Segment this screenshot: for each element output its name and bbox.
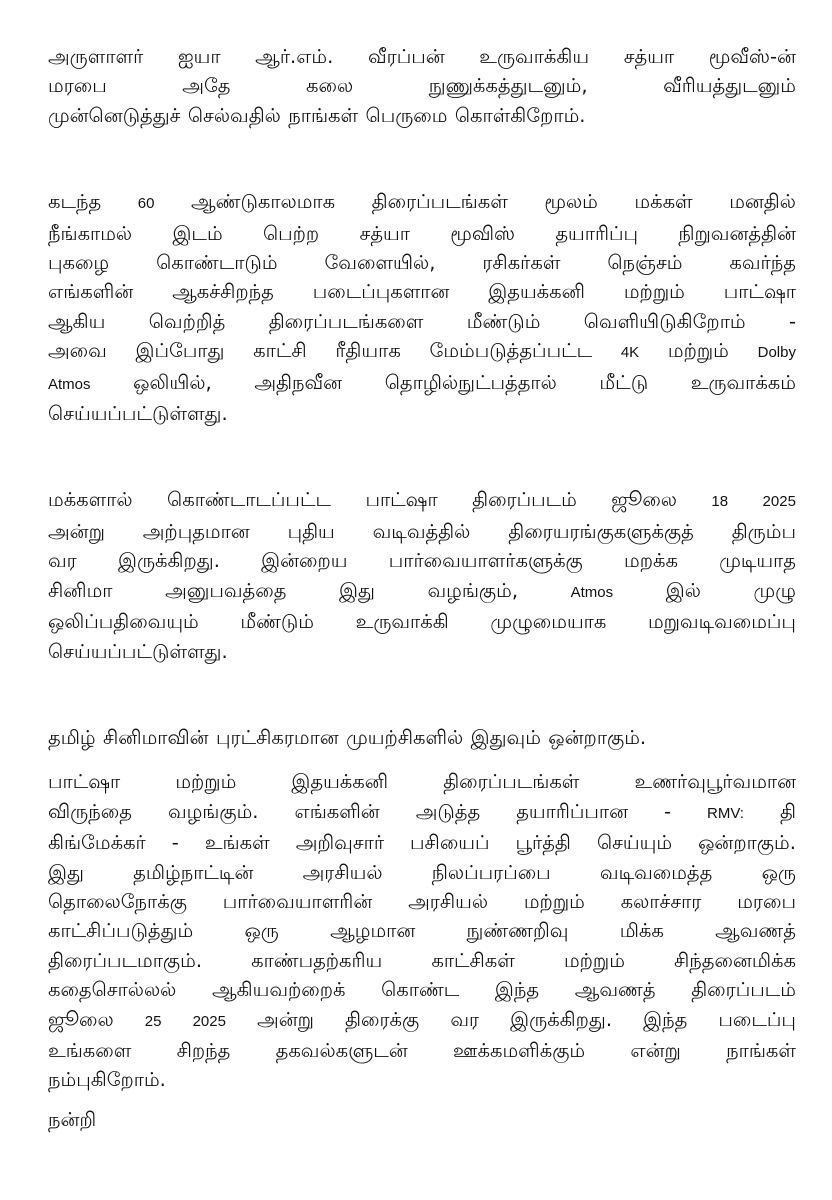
word: வடிவமைத்த — [599, 860, 713, 884]
word: திரையரங்குகளுக்குத் — [508, 519, 694, 543]
word: பாட்ஷா — [365, 488, 438, 512]
word: மற்றும் — [623, 280, 685, 304]
word: மக்கள் — [634, 190, 693, 214]
word: மற்றும் — [563, 948, 625, 972]
text-line — [48, 723, 796, 752]
paragraph-spacer — [48, 666, 796, 723]
word: அறிவுசார் — [295, 831, 385, 855]
word: புதிய — [287, 519, 335, 543]
word: அதே — [182, 74, 231, 98]
word: படைப்பு — [718, 1007, 796, 1031]
word: உணர்வுபூர்வமான — [634, 770, 796, 794]
word: மூவிஸ் — [450, 221, 516, 245]
word: இப்போது — [135, 339, 225, 363]
text-line — [48, 887, 796, 916]
word: மற்றும் — [667, 339, 729, 363]
text-line — [48, 828, 796, 857]
word: நுணுக்கத்துடனும், — [428, 74, 588, 98]
word: தயாரிப்பான — [516, 799, 628, 823]
word: ஊக்கமளிக்கும் — [453, 1038, 586, 1062]
word: பெருமை — [365, 103, 448, 127]
word: உருவாக்கி — [355, 610, 449, 634]
word: செய்யும் — [596, 831, 673, 855]
word: ஒன்றாகும். — [548, 725, 647, 749]
text-line — [48, 71, 796, 100]
word: கொண்டாடும் — [156, 251, 278, 275]
word: திரைப்படங்களை — [268, 309, 424, 333]
word: வெற்றித் — [148, 309, 226, 333]
word: திரும்ப — [731, 519, 796, 543]
word: மூவீஸ்-ன் — [708, 45, 796, 68]
word: அதிநவீன — [254, 370, 343, 394]
word: அடுத்த — [415, 799, 481, 823]
word: வடிவத்தில் — [372, 519, 471, 543]
word: வழங்கும். — [167, 799, 259, 823]
word: ஆகிய — [48, 309, 106, 333]
word: இந்த — [643, 1007, 688, 1031]
word: முன்னெடுத்துச் — [48, 103, 181, 127]
word: முயற்சிகளில் — [346, 725, 464, 749]
text-line — [48, 1036, 796, 1065]
word: பூர்த்தி — [515, 831, 571, 855]
text-line — [48, 1065, 796, 1094]
paragraph-spacer — [48, 428, 796, 485]
word: நன்றி — [48, 1107, 97, 1131]
text-line — [48, 368, 796, 399]
paragraph-spacer — [48, 1095, 796, 1105]
word: மறக்க — [624, 549, 678, 573]
paragraph — [48, 767, 796, 1094]
word: கிங்மேக்கர் — [48, 831, 146, 855]
word: நாங்கள் — [726, 1038, 796, 1062]
paragraph — [48, 42, 796, 130]
text-line — [48, 248, 796, 277]
text-line — [48, 101, 796, 130]
text-line — [48, 767, 796, 796]
word: இன்றைய — [261, 549, 348, 573]
word: இருக்கிறது. — [118, 549, 220, 573]
text-line — [48, 546, 796, 575]
word: பெற்ற — [262, 221, 320, 245]
word: சினிமாவின் — [103, 725, 209, 749]
word: கொண்ட — [381, 978, 460, 1002]
word: ஒலிப்பதிவையும் — [48, 610, 199, 634]
word: Atmos — [48, 375, 91, 393]
word: சினிமா — [48, 578, 113, 602]
word: ஒரு — [761, 860, 796, 884]
word: Dolby — [757, 344, 796, 362]
word: சிறந்த — [176, 1038, 231, 1062]
word: - — [788, 309, 796, 333]
word: வீரப்பன் — [367, 45, 445, 68]
word: காட்சிகள் — [431, 948, 515, 972]
word: ஒலியில், — [133, 370, 212, 394]
letter-body — [48, 42, 796, 1134]
word: கதைசொல்லல் — [48, 978, 177, 1002]
paragraph — [48, 187, 796, 428]
word: முழுமையாக — [490, 610, 607, 634]
word: நம்புகிறோம். — [48, 1068, 166, 1092]
paragraph — [48, 485, 796, 665]
word: தயாரிப்பு — [555, 221, 639, 245]
text-line — [48, 219, 796, 248]
word: திரைப்படமாகும். — [48, 948, 203, 972]
text-line — [48, 1105, 796, 1134]
word: மிக்க — [619, 919, 664, 943]
word: இருக்கிறது. — [510, 1007, 613, 1031]
word: திரைப்படங்கள் — [371, 190, 508, 214]
word: நிலப்பரப்பை — [431, 860, 551, 884]
word: காண்பதற்கரிய — [251, 948, 383, 972]
word: ஆண்டுகாலமாக — [191, 190, 336, 214]
word: கவர்ந்த — [729, 251, 796, 275]
word: செல்வதில் — [187, 103, 281, 127]
word: 4K — [620, 344, 640, 362]
text-line — [48, 399, 796, 428]
word: விருந்தை — [48, 799, 132, 823]
word: இந்த — [494, 978, 540, 1002]
word: இதயக்கனி — [291, 770, 389, 794]
word: செய்யப்பட்டுள்ளது. — [48, 402, 228, 426]
paragraph-spacer — [48, 130, 796, 187]
word: மனதில் — [729, 190, 796, 214]
word: தமிழ்நாட்டின் — [133, 860, 254, 884]
text-line — [48, 975, 796, 1004]
word: அருளாளர் — [48, 45, 144, 68]
text-line — [48, 42, 796, 71]
word: பார்வையாளரின் — [222, 889, 373, 913]
word: தமிழ் — [48, 725, 96, 749]
word: புகழை — [48, 251, 110, 275]
word: ஆகியவற்றைக் — [211, 978, 346, 1002]
word: நாங்கள் — [288, 103, 359, 127]
word: 2025 — [762, 493, 796, 511]
word: கலாச்சார — [620, 889, 702, 913]
word: 2025 — [192, 1012, 226, 1030]
word: சிந்தனைமிக்க — [673, 948, 796, 972]
paragraph — [48, 723, 796, 752]
word: வர — [48, 549, 77, 573]
word: சத்யா — [623, 45, 675, 68]
word: உங்கள் — [204, 831, 270, 855]
word: இடம் — [172, 221, 223, 245]
word: இல் — [665, 578, 701, 602]
word: கடந்த — [48, 190, 102, 214]
word: அன்று — [48, 519, 105, 543]
word: படைப்புகளான — [312, 280, 450, 304]
word: கொண்டாடப்பட்ட — [167, 488, 331, 512]
word: - — [663, 799, 672, 823]
word: மக்களால் — [48, 488, 133, 512]
word: மரபை — [48, 74, 107, 98]
text-line — [48, 607, 796, 636]
word: ஆவணத் — [574, 978, 656, 1002]
word: கலை — [306, 74, 354, 98]
text-line — [48, 637, 796, 666]
word: நெஞ்சம் — [607, 251, 683, 275]
text-line — [48, 277, 796, 306]
word: வீரியத்துடனும் — [663, 74, 796, 98]
word: ஐயா — [177, 45, 221, 68]
word: மீண்டும் — [466, 309, 541, 333]
word: உங்களை — [48, 1038, 132, 1062]
text-line — [48, 797, 796, 828]
text-line — [48, 517, 796, 546]
word: செய்யப்பட்டுள்ளது. — [48, 639, 228, 663]
text-line — [48, 307, 796, 336]
word: திரைப்படம் — [691, 978, 796, 1002]
word: என்று — [630, 1038, 681, 1062]
word: ரீதியாக — [335, 339, 401, 363]
word: காட்சி — [253, 339, 307, 363]
word: அனுபவத்தை — [165, 578, 287, 602]
word: எங்களின் — [294, 799, 380, 823]
text-line — [48, 336, 796, 367]
word: பாட்ஷா — [48, 770, 121, 794]
word: தொலைநோக்கு — [48, 889, 187, 913]
word: அரசியல் — [408, 889, 489, 913]
word: வேளையில், — [324, 251, 436, 275]
word: மீட்டு — [599, 370, 649, 394]
word: 18 — [711, 493, 729, 511]
word: திரைக்கு — [345, 1007, 420, 1031]
text-line — [48, 916, 796, 945]
word: மற்றும் — [175, 770, 237, 794]
word: வர — [450, 1007, 480, 1031]
text-line — [48, 187, 796, 218]
text-line — [48, 1005, 796, 1036]
word: ஒன்றாகும். — [698, 831, 796, 855]
word: புரட்சிகரமான — [215, 725, 339, 749]
word: பாட்ஷா — [723, 280, 796, 304]
word: அற்புதமான — [142, 519, 250, 543]
word: எங்களின் — [48, 280, 134, 304]
word: 25 — [144, 1012, 162, 1030]
word: கொள்கிறோம். — [454, 103, 586, 127]
text-line — [48, 576, 796, 607]
word: நுண்ணறிவு — [466, 919, 569, 943]
word: தி — [779, 799, 796, 823]
word: அரசியல் — [302, 860, 383, 884]
word: மறுவடிவமைப்பு — [647, 610, 796, 634]
word: இதயக்கனி — [488, 280, 585, 304]
word: மேம்படுத்தப்பட்ட — [429, 339, 593, 363]
text-line — [48, 946, 796, 975]
word: வழங்கும், — [427, 578, 519, 602]
word: மூலம் — [544, 190, 598, 214]
word: ஆகச்சிறந்த — [172, 280, 274, 304]
word: அவை — [48, 339, 107, 363]
word: ஆர்.எம். — [255, 45, 334, 68]
word: மீண்டும் — [240, 610, 315, 634]
paragraph-spacer — [48, 752, 796, 767]
word: திரைப்படம் — [472, 488, 577, 512]
word: மரபை — [737, 889, 796, 913]
word: முழு — [753, 578, 796, 602]
word: ரசிகர்கள் — [482, 251, 561, 275]
word: ஆவணத் — [715, 919, 796, 943]
word: ஜூலை — [48, 1007, 114, 1031]
word: Atmos — [570, 583, 614, 601]
word: இது — [339, 578, 375, 602]
word: இதுவும் — [470, 725, 541, 749]
word: ஒரு — [244, 919, 279, 943]
word: இது — [48, 860, 84, 884]
word: தொழில்நுட்பத்தால் — [384, 370, 557, 394]
word: RMV: — [707, 804, 744, 822]
word: 60 — [137, 195, 155, 213]
word: திரைப்படங்கள் — [443, 770, 580, 794]
word: வெளியிடுகிறோம் — [583, 309, 746, 333]
word: பார்வையாளர்களுக்கு — [388, 549, 583, 573]
word: மற்றும் — [523, 889, 585, 913]
text-line — [48, 858, 796, 887]
word: உருவாக்கம் — [690, 370, 796, 394]
word: அன்று — [257, 1007, 314, 1031]
word: பசியைப் — [410, 831, 490, 855]
word: சத்யா — [359, 221, 410, 245]
word: தகவல்களுடன் — [275, 1038, 408, 1062]
word: நீங்காமல் — [48, 221, 133, 245]
word: ஜூலை — [611, 488, 677, 512]
text-line — [48, 485, 796, 516]
closing-signoff — [48, 1105, 796, 1134]
word: ஆழமான — [330, 919, 416, 943]
word: காட்சிப்படுத்தும் — [48, 919, 194, 943]
word: உருவாக்கிய — [479, 45, 590, 68]
word: - — [171, 831, 179, 855]
word: முடியாத — [719, 549, 796, 573]
word: நிறுவனத்தின் — [678, 221, 796, 245]
